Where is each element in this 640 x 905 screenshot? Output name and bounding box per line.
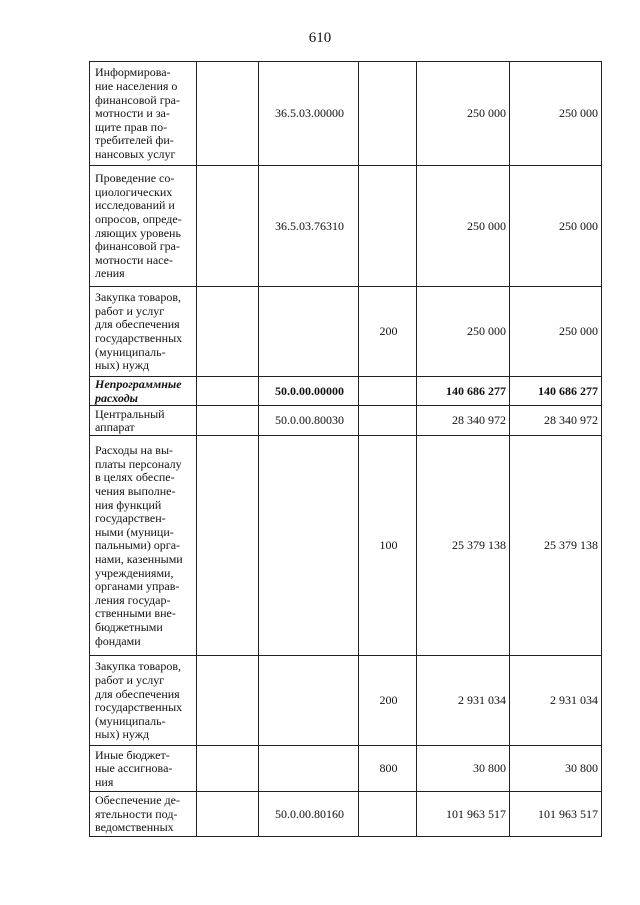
row-name-cell: Информирова- ние населения о финансовой гра- мотности и за- щите прав по- требителей фи- нансовых услуг xyxy=(90,62,197,166)
empty-cell xyxy=(197,377,259,406)
row-type-cell: 200 xyxy=(359,287,417,377)
table-row xyxy=(90,746,602,792)
row-code-cell: 50.0.00.80160 xyxy=(259,792,359,837)
row-amount2-cell: 30 800 xyxy=(510,746,602,792)
table-row xyxy=(90,656,602,746)
empty-cell xyxy=(197,166,259,287)
table-row xyxy=(90,166,602,287)
row-amount1-cell: 2 931 034 xyxy=(417,656,510,746)
row-amount1-cell: 30 800 xyxy=(417,746,510,792)
row-amount2-cell: 140 686 277 xyxy=(510,377,602,406)
row-code-cell: 36.5.03.00000 xyxy=(259,62,359,166)
row-code-cell xyxy=(259,436,359,656)
row-name-cell: Обеспечение де- ятельности под- ведомственных xyxy=(90,792,197,837)
row-type-cell xyxy=(359,166,417,287)
row-code-cell: 50.0.00.80030 xyxy=(259,406,359,436)
row-name-cell: Расходы на вы- платы персоналу в целях обеспе- чения выполне- ния функций государствен- ными (муници- пальными) орга- нами, казенными учреждениями, органами управ- ления государ- ственными вне- бюджетными фондами xyxy=(90,436,197,656)
row-type-cell xyxy=(359,377,417,406)
row-code-cell xyxy=(259,656,359,746)
row-amount2-cell: 25 379 138 xyxy=(510,436,602,656)
row-amount2-cell: 101 963 517 xyxy=(510,792,602,837)
row-amount1-cell: 101 963 517 xyxy=(417,792,510,837)
row-name-cell: Закупка товаров, работ и услуг для обеспечения государственных (муниципаль- ных) нужд xyxy=(90,287,197,377)
row-name-cell: Центральный аппарат xyxy=(90,406,197,436)
row-name-cell: Проведение со- циологических исследований и опросов, опреде- ляющих уровень финансовой гра- мотности насе- ления xyxy=(90,166,197,287)
budget-table xyxy=(89,61,602,837)
row-amount2-cell: 2 931 034 xyxy=(510,656,602,746)
row-amount1-cell: 250 000 xyxy=(417,287,510,377)
row-code-cell xyxy=(259,746,359,792)
row-type-cell xyxy=(359,406,417,436)
row-code-cell: 36.5.03.76310 xyxy=(259,166,359,287)
empty-cell xyxy=(197,792,259,837)
row-type-cell: 200 xyxy=(359,656,417,746)
row-amount2-cell: 250 000 xyxy=(510,287,602,377)
table-row xyxy=(90,287,602,377)
row-amount1-cell: 250 000 xyxy=(417,166,510,287)
table-row xyxy=(90,436,602,656)
row-amount1-cell: 25 379 138 xyxy=(417,436,510,656)
row-amount2-cell: 250 000 xyxy=(510,166,602,287)
empty-cell xyxy=(197,656,259,746)
table-row xyxy=(90,62,602,166)
row-type-cell: 800 xyxy=(359,746,417,792)
empty-cell xyxy=(197,62,259,166)
row-amount2-cell: 250 000 xyxy=(510,62,602,166)
table-row xyxy=(90,406,602,436)
row-code-cell xyxy=(259,287,359,377)
table-row xyxy=(90,377,602,406)
row-type-cell xyxy=(359,62,417,166)
empty-cell xyxy=(197,406,259,436)
table-row xyxy=(90,792,602,837)
empty-cell xyxy=(197,746,259,792)
row-amount1-cell: 28 340 972 xyxy=(417,406,510,436)
row-name-cell: Закупка товаров, работ и услуг для обеспечения государственных (муниципаль- ных) нужд xyxy=(90,656,197,746)
row-amount1-cell: 140 686 277 xyxy=(417,377,510,406)
row-name-cell: Иные бюджет- ные ассигнова- ния xyxy=(90,746,197,792)
row-type-cell xyxy=(359,792,417,837)
empty-cell xyxy=(197,436,259,656)
page-number: 610 xyxy=(308,30,332,46)
row-code-cell: 50.0.00.00000 xyxy=(259,377,359,406)
row-amount1-cell: 250 000 xyxy=(417,62,510,166)
row-type-cell: 100 xyxy=(359,436,417,656)
row-name-cell: Непрограммные расходы xyxy=(90,377,197,406)
row-amount2-cell: 28 340 972 xyxy=(510,406,602,436)
budget-table-body xyxy=(90,62,602,837)
empty-cell xyxy=(197,287,259,377)
